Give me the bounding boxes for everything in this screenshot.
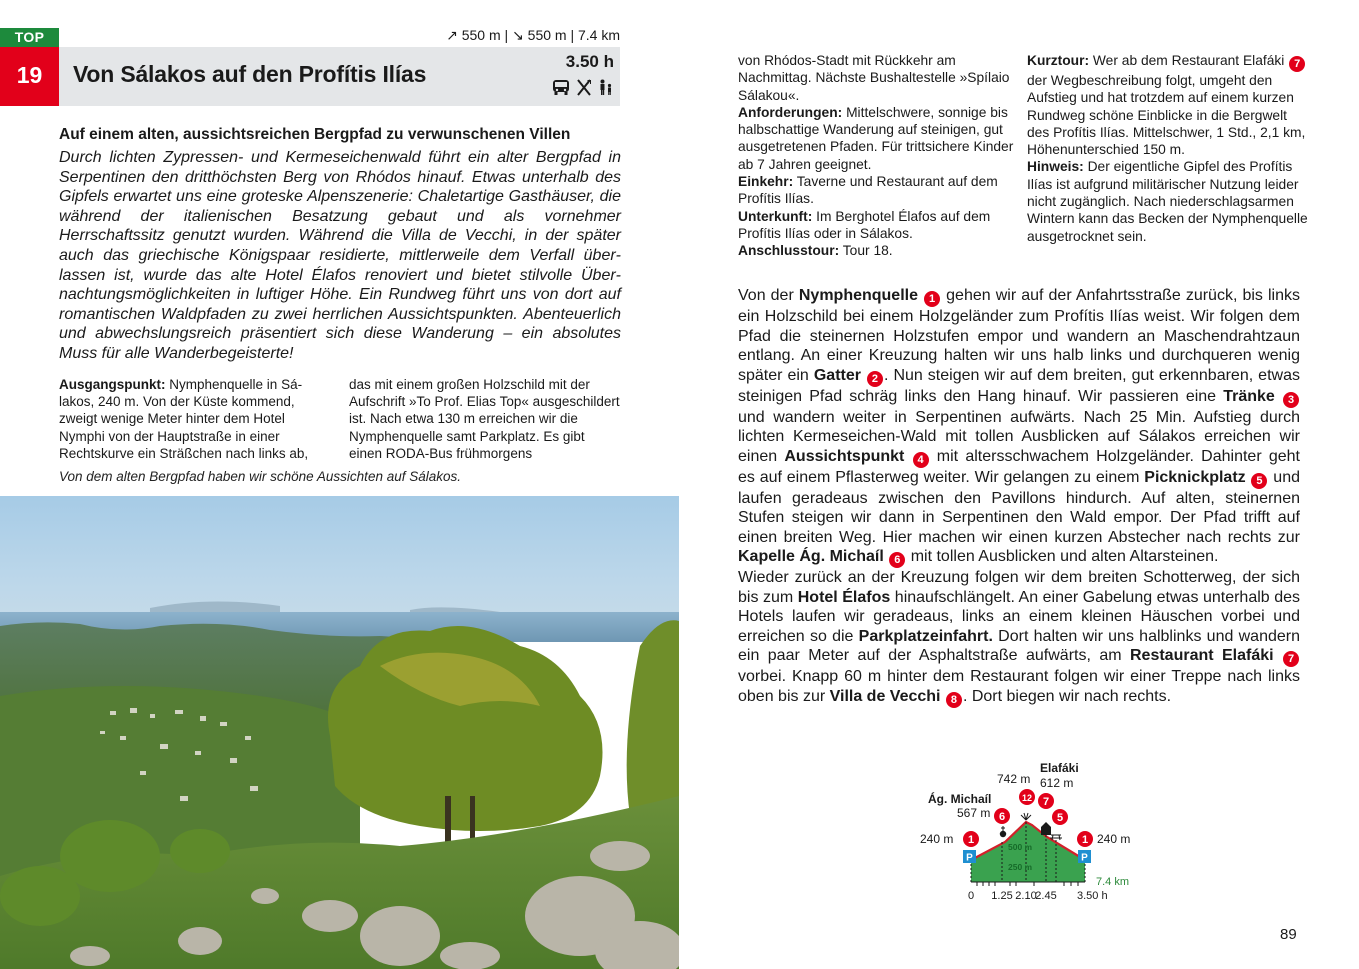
- place-name: Kapelle Ág. Michaíl: [738, 548, 884, 565]
- svg-text:1: 1: [1081, 834, 1089, 846]
- description-text: [904, 448, 911, 465]
- elevation-profile: [910, 755, 1150, 905]
- svg-text:12: 12: [1021, 793, 1033, 803]
- elafaki-altitude: 612 m: [1040, 776, 1074, 790]
- grid-label-250: 250 m: [1008, 862, 1033, 872]
- short-tour-text-b: der Wegbeschreibung folgt, umgeht den Aufstieg und hat trotzdem auf einem kurzen Rundweg schöne Einblicke in die Bergwelt des Profítis Ilías. Mittelschwer, 1 Std., 2,1 km, Höhenunterschied 150 m.: [1027, 73, 1306, 158]
- time-tick-label: 0: [967, 890, 975, 902]
- intro-text: Durch lichten Zypressen- und Kermeseichenwald führt ein alter Bergpfad in Serpentinen den dritthöchsten Berg von Rhódos hinauf. Etwas unterhalb des Gipfels erwartet uns eine groteske Alpenszenerie: Chaletartige Gasthäuser, die während der italienischen Besatzung gebaut und als vornehmer Herrschaftssitz genutzt wurden. Während die Villa de Vecchi, in der später auch das griechische Königspaar residierte, mittlerweile dem Verfall überlassen ist, wurde das alte Hotel Élafos renoviert und bietet stilvolle Übernachtungsmöglichkeiten in luftiger Höhe. Ein Rundweg führt uns von dort auf romantischen Waldpfaden zu zwei herrlichen Aussichtspunkten. Abenteuerlich und abwechslungsreich präsentiert sich diese Wanderung – ein absolutes Muss für alle Wanderbegeisterte!: [59, 149, 621, 362]
- place-name: Gatter: [813, 366, 861, 384]
- place-name: Picknickplatz: [1144, 468, 1246, 486]
- svg-text:P: P: [1081, 852, 1088, 864]
- description-text: hinaufschlängelt. An einer Gabelung etwas unterhalb des Hotels laufen wir geradeaus, links an einem kleinen Häuschen vorbei und erreichen so die: [738, 588, 1300, 645]
- svg-text:5: 5: [1056, 812, 1064, 824]
- description-text: Wieder zurück an der Kreuzung folgen wir dem breiten Schotterweg, der sich bis zum: [738, 569, 1300, 606]
- connecting-tour-label: Anschlusstour:: [738, 243, 840, 259]
- info-column-right: [1027, 52, 1309, 245]
- description-text: gehen wir auf der Anfahrtsstraße zurück, bis links ein Holzschild bei einem Holzgeländer zum Profítis Ilías weist. Wir folgen dem Pfad die steinernen Holzstufen empor und wandern an Maschendrahtzaun entlang. An einer Kreuzung halten wir uns halb links und durchqueren wenig später ein: [738, 287, 1301, 384]
- waypoint-marker: 4: [913, 452, 929, 468]
- place-name: Tränke: [1223, 387, 1275, 405]
- description-text: vorbei. Knapp 60 m hinter dem Restaurant folgen wir einer Treppe nach links oben bis zur: [738, 668, 1300, 705]
- waypoint-marker: 3: [1283, 392, 1299, 408]
- description-text: mit tollen Ausblicken und alten Altarsteinen.: [906, 548, 1219, 565]
- description-text: [884, 548, 888, 565]
- title-bar: [59, 47, 620, 106]
- bus-info-continuation: von Rhódos-Stadt mit Rückkehr am Nachmittag. Nächste Bushaltestelle »Spílaio Sálakou«.: [738, 53, 1010, 103]
- place-name: Restaurant Elafáki: [1129, 647, 1274, 664]
- start-point-block: [59, 376, 621, 462]
- short-tour-label: Kurztour:: [1027, 53, 1090, 68]
- description-text: [941, 688, 945, 705]
- waypoint-marker: 1: [924, 291, 940, 307]
- landscape-photo: [0, 496, 679, 969]
- place-name: Villa de Vecchi: [829, 687, 941, 705]
- time-tick-label: 3.50 h: [1077, 890, 1108, 902]
- elafaki-name: Elafáki: [1040, 761, 1079, 775]
- description-text: Von der: [738, 287, 799, 304]
- restaurant-icon: [576, 79, 592, 96]
- profile-waypoint-michail: [994, 808, 1010, 824]
- time-axis: [968, 890, 1108, 902]
- tour-icons: [552, 79, 614, 96]
- waypoint-marker: 7: [1283, 651, 1299, 667]
- michail-name: Ág. Michaíl: [928, 792, 992, 806]
- page-title: Von Sálakos auf den Profítis Ilías: [73, 61, 427, 87]
- profile-waypoint-summit: [1019, 789, 1035, 805]
- description-text: mit altersschwachem Holzgeländer. Dahinter geht es auf einem Pflasterweg weiter. Wir gelangen zu einem: [738, 447, 1301, 486]
- profile-waypoint-end: [1077, 831, 1093, 847]
- lodging-label: Unterkunft:: [738, 208, 813, 224]
- summit-altitude: 742 m: [997, 772, 1031, 786]
- lodging-text: Im Berghotel Élafos auf dem Profítis Ilías oder in Sálakos.: [738, 208, 991, 241]
- end-altitude: 240 m: [1097, 832, 1131, 846]
- place-name: Aussichtspunkt: [784, 447, 905, 465]
- note-label: Hinweis:: [1027, 159, 1084, 175]
- waypoint-marker: 6: [889, 552, 905, 568]
- start-point-text: Nymphenquelle in Sálakos, 240 m. Von der Küste kommend, zweigt wenige Meter hinter dem Hotel Nymphi von der Hauptstraße in einer Rechtskurve ein Sträßchen nach links ab,: [59, 377, 309, 461]
- tour-stats: ↗ 550 m | ↘ 550 m | 7.4 km: [446, 27, 620, 43]
- description-text: Dort halten wir uns halblinks und wandern ein paar Meter auf der Asphaltstraße aufwärts, am: [738, 627, 1300, 664]
- family-icon: [598, 79, 614, 96]
- description-text: . Nun steigen wir auf dem breiten, gut erkennbaren, etwas steinigen Pfad schräg links den Hang hinauf. Wir passieren eine: [738, 366, 1300, 405]
- tour-subtitle: Auf einem alten, aussichtsreichen Bergpfad zu verwunschenen Villen: [59, 126, 571, 143]
- place-name: Nymphenquelle: [798, 287, 918, 304]
- photo-caption: Von dem alten Bergpfad haben wir schöne Aussichten auf Sálakos.: [59, 469, 462, 484]
- svg-text:7: 7: [1042, 796, 1050, 808]
- bus-icon: [552, 79, 570, 96]
- description-text: [1275, 388, 1282, 405]
- start-point-col-1: [59, 376, 331, 462]
- note-text: Der eigentliche Gipfel des Profítis Ilías ist aufgrund militärischer Nutzung leider nicht zugänglich. Nach niederschlagsarmen Wintern kann das Becken der Nymphenquelle ausgetrocknet sein.: [1027, 159, 1308, 244]
- description-paragraph-1: [738, 286, 1300, 568]
- place-name: Hotel Élafos: [797, 588, 891, 606]
- food-label: Einkehr:: [738, 174, 794, 190]
- description-text: . Dort biegen wir nach rechts.: [962, 687, 1172, 705]
- place-name: Parkplatzeinfahrt.: [858, 627, 993, 645]
- start-altitude: 240 m: [920, 832, 954, 846]
- parking-end-icon: [1078, 850, 1091, 864]
- svg-text:P: P: [966, 852, 973, 864]
- chapel-icon: [1000, 826, 1006, 837]
- profile-waypoint-elafaki: [1038, 793, 1054, 809]
- oak-tree-right: [627, 620, 679, 826]
- connecting-tour-text: Tour 18.: [839, 243, 893, 259]
- description-text: [1274, 647, 1282, 664]
- waypoint-marker: 8: [946, 692, 962, 708]
- start-point-text-cont: das mit einem großen Holzschild mit der Aufschrift »To Prof. Elias Top« ausgeschildert ist. Nach etwa 130 m erreichen wir die Nymphenquelle samt Parkplatz. Es gibt einen RODA-Bus frühmorgens: [349, 377, 620, 461]
- svg-text:1: 1: [967, 834, 975, 846]
- waypoint-marker: 7: [1289, 56, 1305, 72]
- picnic-icon: [1050, 835, 1062, 840]
- description-paragraph-2: [738, 568, 1300, 708]
- top-badge: TOP: [0, 28, 59, 47]
- distance-label: 7.4 km: [1096, 876, 1130, 888]
- grid-label-500: 500 m: [1008, 842, 1033, 852]
- description-text: und laufen geradeaus zwischen den Pavillons hindurch. Auf alten, steinernen Stufen steigen wir dann in Serpentinen den Wald empor. Der Pfad trifft auf einen breiten Weg. Hier machen wir einen kurzen Abstecher nach rechts zur: [738, 468, 1301, 546]
- waypoint-marker: 5: [1251, 473, 1267, 489]
- requirements-label: Anforderungen:: [738, 104, 843, 120]
- svg-text:6: 6: [998, 811, 1006, 823]
- tour-duration: 3.50 h: [565, 52, 614, 71]
- michail-altitude: 567 m: [957, 806, 991, 820]
- short-tour-text-a: Wer ab dem Restaurant Elafáki: [1089, 53, 1289, 68]
- description-text: [861, 367, 866, 384]
- restaurant-building-icon: [1041, 822, 1051, 835]
- time-tick-label: 2.10: [1015, 890, 1037, 902]
- viewpoint-icon: [1021, 813, 1031, 820]
- time-tick-label: 1.25: [991, 890, 1013, 902]
- profile-waypoint-start: [963, 831, 979, 847]
- page-number: 89: [1280, 926, 1297, 943]
- info-column-left: [738, 52, 1020, 260]
- start-point-col-2: [349, 376, 621, 462]
- description-text: [918, 287, 923, 304]
- waypoint-marker: 2: [867, 371, 883, 387]
- time-tick-label: 2.45: [1035, 890, 1057, 902]
- description-text: und wandern weiter in Serpentinen aufwärts. Nach 25 Min. Aufstieg durch lichten Kermeseichen-Wald mit tollen Ausblicken auf Sálakos erreichen wir einen: [738, 408, 1300, 465]
- start-point-label: Ausgangspunkt:: [59, 377, 166, 392]
- description-text: [1246, 469, 1251, 486]
- tour-number-badge: 19: [0, 47, 59, 106]
- parking-start-icon: [963, 850, 976, 864]
- route-description: [738, 286, 1300, 708]
- requirements-text: Mittelschwere, sonnige bis halbschattige Wanderung auf steinigen, gut ausgetretenen Pfaden. Für trittsichere Kinder ab 7 Jahren geeignet.: [738, 104, 1014, 172]
- food-text: Taverne und Restaurant auf dem Profítis Ilías.: [738, 174, 998, 207]
- profile-waypoint-picnic: [1052, 809, 1068, 825]
